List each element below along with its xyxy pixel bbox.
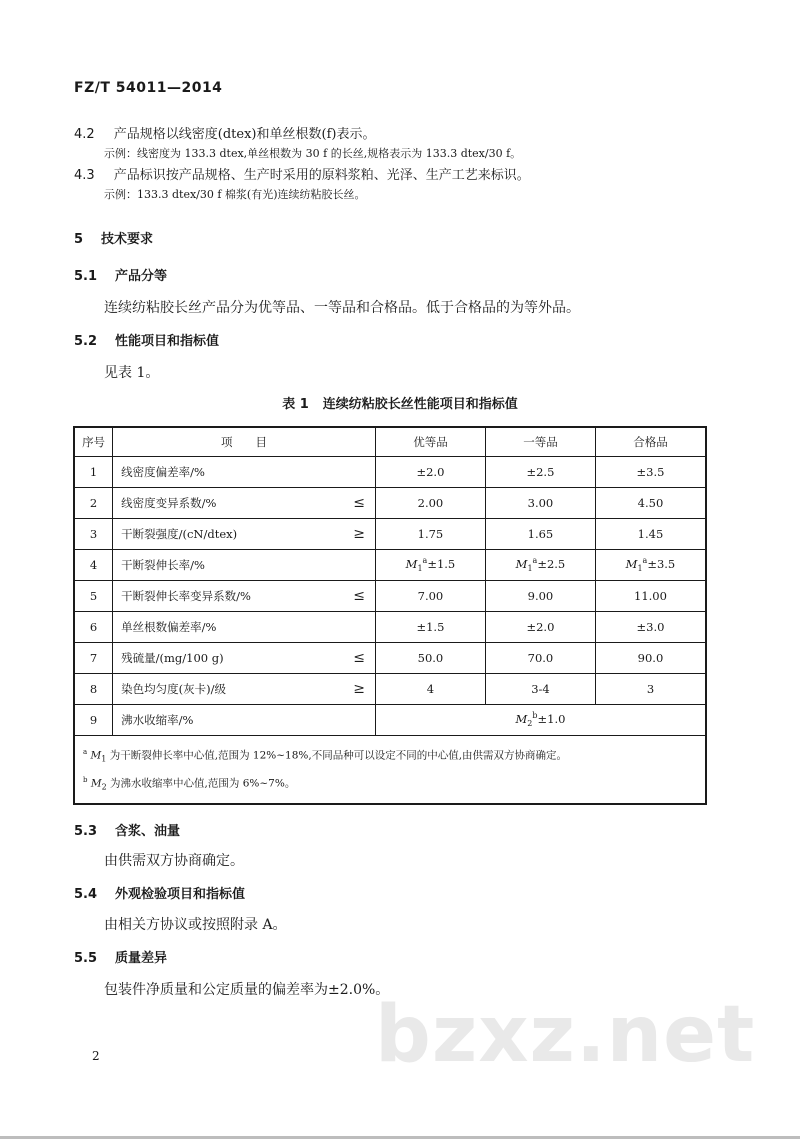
- comparison-symbol: ≥: [353, 681, 365, 697]
- header-grade-first: 一等品: [485, 427, 595, 457]
- item-label: 单丝根数偏差率/%: [121, 620, 217, 634]
- header-grade-qualified: 合格品: [595, 427, 706, 457]
- clause-text: 产品规格以线密度(dtex)和单丝根数(f)表示。: [113, 127, 376, 142]
- section-number: 5.1: [74, 269, 98, 284]
- item-label: 干断裂伸长率/%: [121, 558, 205, 572]
- spec-table: [73, 426, 707, 805]
- comparison-symbol: ≤: [353, 495, 365, 511]
- section-5-3-body: 由供需双方协商确定。: [104, 853, 244, 869]
- value-premium: ±1.5: [375, 612, 485, 643]
- section-number: 5.3: [74, 824, 98, 839]
- value-all-grades: $M_2^b\pm 1.0$: [375, 705, 706, 736]
- value-premium: 2.00: [375, 488, 485, 519]
- value-first: 1.65: [485, 519, 595, 550]
- row-no: 3: [74, 519, 113, 550]
- section-5-4-heading: [74, 883, 245, 902]
- table-title: 连续纺粘胶长丝性能项目和指标值: [322, 397, 518, 412]
- table-row: [74, 612, 706, 643]
- table-notes-row: [74, 736, 706, 805]
- table-row: [74, 457, 706, 488]
- note-a: $^a$ $M_1$ 为干断裂伸长率中心值,范围为 12%~18%,不同品种可以设定不同的中心值,由供需双方协商确定。: [83, 748, 568, 764]
- value-first: 70.0: [485, 643, 595, 674]
- table-caption: [0, 393, 800, 412]
- value-qualified: $M_1^a\pm 3.5$: [595, 550, 706, 581]
- section-5-3-heading: [74, 820, 180, 839]
- item-label: 干断裂伸长率变异系数/%: [121, 589, 251, 603]
- item-label: 染色均匀度(灰卡)/级: [121, 682, 226, 696]
- value-premium: $M_1^a\pm 1.5$: [375, 550, 485, 581]
- comparison-symbol: ≥: [353, 526, 365, 542]
- section-number: 5.5: [74, 951, 98, 966]
- row-item: [113, 612, 376, 643]
- section-5-1-heading: [74, 265, 167, 284]
- section-number: 5.4: [74, 887, 98, 902]
- value-premium: 50.0: [375, 643, 485, 674]
- comparison-symbol: ≤: [353, 650, 365, 666]
- row-item: [113, 457, 376, 488]
- value-text: ±1.0: [537, 712, 566, 727]
- header-grade-premium: 优等品: [375, 427, 485, 457]
- clause-text: 产品标识按产品规格、生产时采用的原料浆粕、光泽、生产工艺来标识。: [113, 168, 530, 183]
- table-row: [74, 550, 706, 581]
- table-row: [74, 643, 706, 674]
- row-item: [113, 488, 376, 519]
- header-no: 序号: [74, 427, 113, 457]
- value-first: ±2.5: [485, 457, 595, 488]
- value-qualified: 11.00: [595, 581, 706, 612]
- value-qualified: ±3.5: [595, 457, 706, 488]
- section-title: 性能项目和指标值: [115, 334, 220, 349]
- section-number: 5: [74, 232, 84, 247]
- value-first: ±2.0: [485, 612, 595, 643]
- table-row: [74, 705, 706, 736]
- section-title: 外观检验项目和指标值: [115, 887, 246, 902]
- comparison-symbol: ≤: [353, 588, 365, 604]
- table-row: [74, 581, 706, 612]
- item-label: 线密度偏差率/%: [121, 465, 205, 479]
- value-qualified: 1.45: [595, 519, 706, 550]
- clause-4-3: [74, 164, 530, 183]
- row-item: [113, 705, 376, 736]
- header-item: 项 目: [113, 427, 376, 457]
- section-title: 质量差异: [115, 951, 168, 966]
- value-qualified: 3: [595, 674, 706, 705]
- row-no: 8: [74, 674, 113, 705]
- row-item: [113, 519, 376, 550]
- clause-4-2: [74, 123, 375, 142]
- row-no: 5: [74, 581, 113, 612]
- value-text: ±1.5: [427, 557, 456, 572]
- clause-number: 4.3: [74, 168, 95, 183]
- section-5-1-body: 连续纺粘胶长丝产品分为优等品、一等品和合格品。低于合格品的为等外品。: [104, 300, 580, 316]
- row-item: [113, 643, 376, 674]
- clause-number: 4.2: [74, 127, 95, 142]
- value-premium: 1.75: [375, 519, 485, 550]
- note-a-text: 为干断裂伸长率中心值,范围为 12%~18%,不同品种可以设定不同的中心值,由供需双方协商确定。: [109, 749, 568, 762]
- value-first: 9.00: [485, 581, 595, 612]
- value-premium: 4: [375, 674, 485, 705]
- section-5-5-body: 包装件净质量和公定质量的偏差率为±2.0%。: [104, 982, 390, 998]
- section-5-heading: [74, 228, 153, 247]
- section-title: 含浆、油量: [115, 824, 181, 839]
- value-text: ±3.5: [647, 557, 676, 572]
- value-qualified: 4.50: [595, 488, 706, 519]
- section-number: 5.2: [74, 334, 98, 349]
- section-title: 产品分等: [115, 269, 168, 284]
- document-header: FZ/T 54011—2014: [74, 80, 223, 96]
- value-qualified: ±3.0: [595, 612, 706, 643]
- item-label: 干断裂强度/(cN/dtex): [121, 527, 238, 541]
- value-premium: 7.00: [375, 581, 485, 612]
- page-bottom-edge: [0, 1136, 800, 1139]
- row-no: 2: [74, 488, 113, 519]
- row-item: [113, 581, 376, 612]
- value-first: 3-4: [485, 674, 595, 705]
- section-5-5-heading: [74, 947, 167, 966]
- example-4-3: 示例：133.3 dtex/30 f 棉浆(有光)连续纺粘胶长丝。: [104, 188, 366, 201]
- value-text: ±2.5: [537, 557, 566, 572]
- watermark: bzxz.net: [375, 990, 756, 1080]
- value-premium: ±2.0: [375, 457, 485, 488]
- row-no: 6: [74, 612, 113, 643]
- section-5-4-body: 由相关方协议或按照附录 A。: [104, 917, 287, 933]
- note-b: $^b$ $M_2$ 为沸水收缩率中心值,范围为 6%~7%。: [83, 775, 296, 792]
- value-first: 3.00: [485, 488, 595, 519]
- section-5-2-heading: [74, 330, 219, 349]
- row-no: 4: [74, 550, 113, 581]
- section-title: 技术要求: [101, 232, 154, 247]
- row-no: 1: [74, 457, 113, 488]
- value-qualified: 90.0: [595, 643, 706, 674]
- table-notes: [74, 736, 706, 805]
- table-row: [74, 519, 706, 550]
- row-no: 7: [74, 643, 113, 674]
- page-number: 2: [92, 1049, 100, 1063]
- row-item: [113, 550, 376, 581]
- row-no: 9: [74, 705, 113, 736]
- table-number: 表 1: [282, 397, 309, 412]
- table-header-row: [74, 427, 706, 457]
- item-label: 沸水收缩率/%: [121, 713, 194, 727]
- section-5-2-body: 见表 1。: [104, 365, 160, 381]
- table-row: [74, 488, 706, 519]
- item-label: 线密度变异系数/%: [121, 496, 217, 510]
- example-4-2: 示例：线密度为 133.3 dtex,单丝根数为 30 f 的长丝,规格表示为 133.3 dtex/30 f。: [104, 147, 522, 160]
- item-label: 残硫量/(mg/100 g): [121, 651, 224, 665]
- table-row: [74, 674, 706, 705]
- note-b-text: 为沸水收缩率中心值,范围为 6%~7%。: [110, 777, 296, 790]
- value-first: $M_1^a\pm 2.5$: [485, 550, 595, 581]
- row-item: [113, 674, 376, 705]
